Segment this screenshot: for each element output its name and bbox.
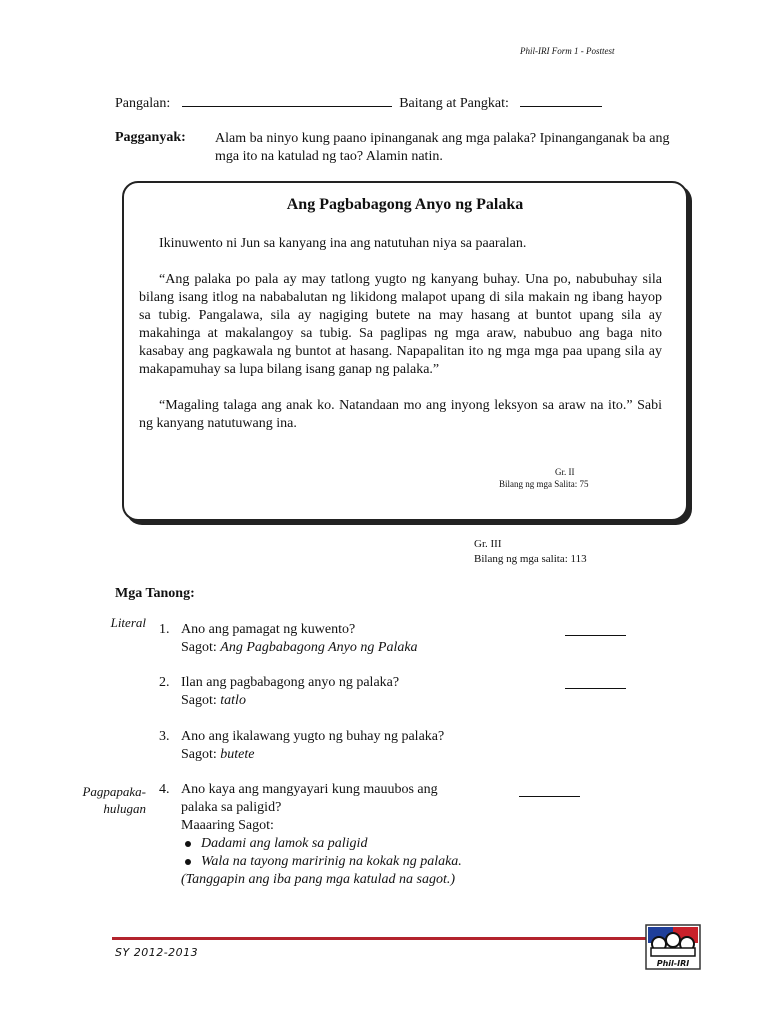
question-3-answer-value: butete	[220, 747, 255, 762]
phil-iri-logo	[645, 924, 701, 970]
question-4-text: Ano kaya ang mangyayari kung mauubos ang palaka sa paligid?	[181, 782, 438, 815]
question-4	[159, 781, 499, 889]
question-2-answer-value: tatlo	[220, 693, 246, 708]
question-1-score-line[interactable]	[565, 635, 626, 636]
question-1-number: 1.	[159, 622, 170, 637]
question-3-number: 3.	[159, 729, 170, 744]
question-1	[159, 621, 499, 657]
bullet-icon	[185, 841, 191, 847]
name-field[interactable]	[182, 94, 392, 107]
questions-heading: Mga Tanong:	[115, 586, 195, 601]
motivation-text: Alam ba ninyo kung paano ipinanganak ang mga palaka? Ipinanganganak ba ang mga ito na katulad ng tao? Alamin natin.	[215, 131, 670, 164]
category-inferential	[50, 783, 146, 817]
story-title: Ang Pagbabagong Anyo ng Palaka	[286, 196, 524, 213]
story-grade: Gr. II	[555, 467, 575, 477]
question-1-text: Ano ang pamagat ng kuwento?	[181, 622, 356, 637]
question-4-number: 4.	[159, 782, 170, 797]
question-3-answer	[181, 746, 499, 764]
motivation-label: Pagganyak:	[115, 130, 186, 145]
question-4-note: (Tanggapin ang iba pang mga katulad na sagot.)	[181, 872, 456, 887]
question-2-answer	[181, 692, 499, 710]
question-2-number: 2.	[159, 675, 170, 690]
category-literal: Literal	[110, 615, 146, 630]
question-1-answer-label: Sagot:	[181, 640, 217, 655]
question-3	[159, 728, 499, 764]
svg-text:Phil-IRI: Phil-IRI	[656, 959, 690, 968]
gr3-word-count: Bilang ng mga salita: 113	[474, 553, 587, 565]
question-2-score-line[interactable]	[565, 688, 626, 689]
phil-iri-logo-icon	[645, 924, 701, 970]
question-4-answer-1: Dadami ang lamok sa paligid	[181, 835, 499, 853]
question-1-answer	[181, 639, 499, 657]
question-3-text: Ano ang ikalawang yugto ng buhay ng palaka?	[181, 729, 445, 744]
category-inferential-line-2: hulugan	[103, 801, 146, 816]
question-2	[159, 674, 499, 710]
name-label: Pangalan:	[115, 96, 171, 111]
story-meta	[499, 466, 589, 490]
story-word-count: Bilang ng mga Salita: 75	[499, 479, 589, 489]
question-1-answer-value: Ang Pagbabagong Anyo ng Palaka	[220, 640, 418, 655]
gr3-grade: Gr. III	[474, 538, 502, 550]
grade-field[interactable]	[520, 94, 602, 107]
question-4-answer-label: Maaaring Sagot:	[181, 818, 274, 833]
grade-label: Baitang at Pangkat:	[399, 96, 509, 111]
question-4-answer-2: Wala na tayong maririnig na kokak ng palaka.	[181, 853, 499, 871]
school-year: SY 2012-2013	[115, 946, 199, 959]
question-2-answer-label: Sagot:	[181, 693, 217, 708]
form-id: Phil-IRI Form 1 - Posttest	[520, 46, 615, 56]
footer-line	[112, 937, 652, 940]
question-3-answer-label: Sagot:	[181, 747, 217, 762]
story-paragraph-1: Ikinuwento ni Jun sa kanyang ina ang natutuhan niya sa paaralan.	[159, 236, 527, 251]
bullet-icon	[185, 859, 191, 865]
question-4-answer-list	[181, 835, 499, 871]
category-inferential-line-1: Pagpapaka-	[82, 784, 146, 799]
student-info-row	[115, 94, 602, 112]
story-paragraph-3: “Magaling talaga ang anak ko. Natandaan mo ang inyong leksyon sa araw na ito.” Sabi ng kanyang natutuwang ina.	[139, 398, 662, 431]
story-paragraph-2: “Ang palaka po pala ay may tatlong yugto ng kanyang buhay. Una po, nabubuhay sila bilang isang itlog na nababalutan ng likidong malapot upang di sila makain ng ibang hayop sa tubig. Pangalawa, sila ay nagiging butete na may hasang at buntot upang sila ay makahinga at makalangoy sa tubig. Sa paglipas ng mga araw, nabubuo ang baga nito kasabay ang pagkawala ng buntot at hasang. Napapalitan ito ng mga mga paa upang sila ay makapamuhay sa lupa bilang isang ganap ng palaka.”	[139, 272, 662, 377]
question-4-score-line[interactable]	[519, 796, 580, 797]
story-box	[122, 181, 688, 521]
gr3-info	[474, 537, 587, 567]
question-2-text: Ilan ang pagbabagong anyo ng palaka?	[181, 675, 400, 690]
